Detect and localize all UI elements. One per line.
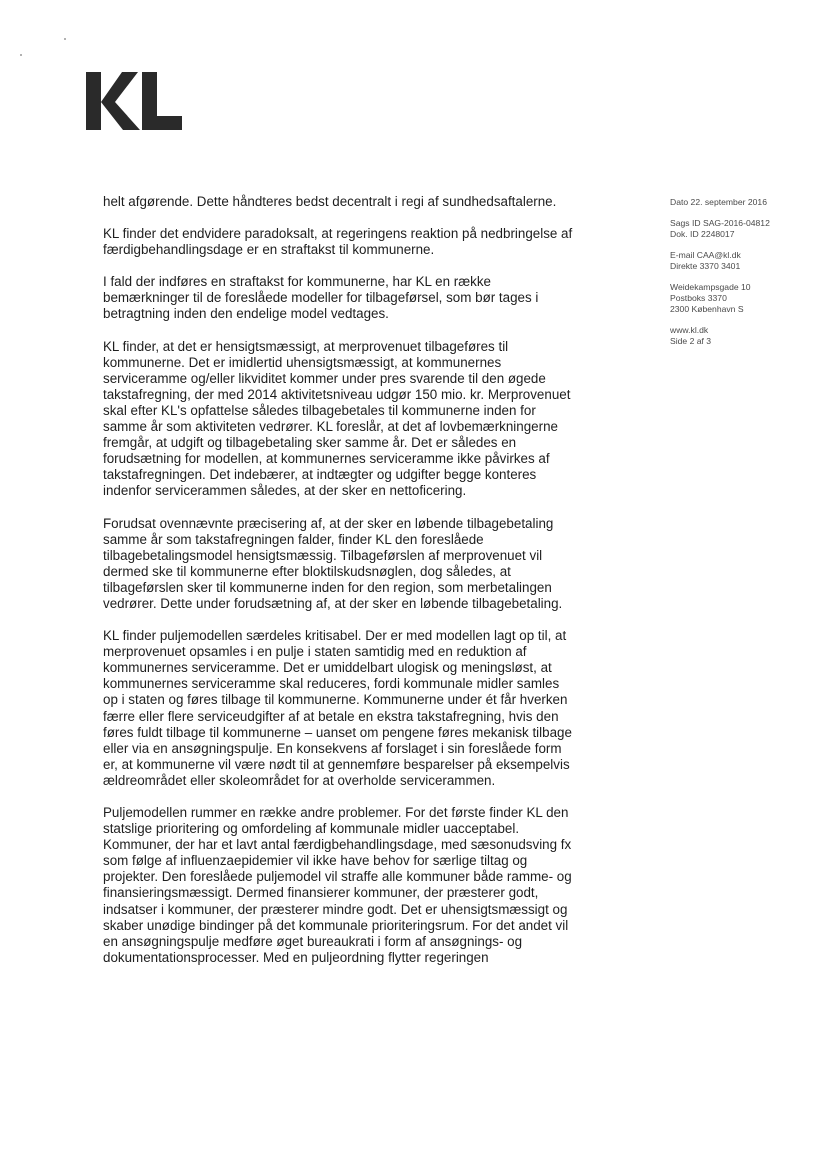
paragraph: Puljemodellen rummer en række andre problemer. For det første finder KL den statslige prioritering og omfordeling af kommunale midler uacceptabel. Kommuner, der har et lavt antal færdigbehandlingsdage, med sæsonudsving fx som følge af influenzaepidemier vil ikke have behov for særlige tiltag og projekter. Den foreslåede puljemodel vil straffe alle kommuner både ramme- og finansieringsmæssigt. Dermed finansierer kommuner, der præsterer godt, indsatser i kommuner, der præsterer mindre godt. Det er uhensigtsmæssigt og skaber unødige bindinger på det kommunale prioriteringsrum. For det andet vil en ansøgningspulje medføre øget bureaukrati i form af ansøgnings- og dokumentationsprocesser. Med en puljeordning flytter regeringen [103, 805, 572, 965]
address-line: 2300 København S [670, 304, 744, 314]
kl-logo [86, 72, 182, 130]
website: www.kl.dk [670, 325, 709, 335]
paragraph: KL finder, at det er hensigtsmæssigt, at merprovenuet tilbageføres til kommunerne. Det er imidlertid uhensigtsmæssigt, at kommunernes serviceramme og/eller likviditet kommer under pres svarende til den øgede takstafregning, der med 2014 aktivitetsniveau udgør 150 mio. kr. Merprovenuet skal efter KL's opfattelse således tilbagebetales til kommunerne inden for samme år som aktiviteten vedrører. KL foreslår, at det af lovbemærkningerne fremgår, at udgift og tilbagebetaling sker samme år. Det er således en forudsætning for modellen, at kommunernes serviceramme ikke påvirkes af takstafregningen. Det indebærer, at indtægter og udgifter begge konteres indenfor servicerammen således, at der sker en nettoficering. [103, 338, 571, 499]
email: E-mail CAA@kl.dk [670, 250, 741, 260]
case-id: Sags ID SAG-2016-04812 [670, 218, 770, 228]
address-line: Postboks 3370 [670, 293, 727, 303]
paragraph: I fald der indføres en straftakst for kommunerne, har KL en række bemærkninger til de foreslåede modeller for tilbageførsel, som bør tages i betragtning inden den endelige model vedtages. [103, 274, 539, 322]
paragraph: helt afgørende. Dette håndteres bedst decentralt i regi af sundhedsaftalerne. [103, 194, 557, 209]
date: Dato 22. september 2016 [670, 197, 767, 207]
letter-sidebar [670, 197, 810, 357]
paragraph: Forudsat ovennævnte præcisering af, at der sker en løbende tilbagebetaling samme år som takstafregningen falder, finder KL den foreslåede tilbagebetalingsmodel hensigtsmæssig. Tilbageførslen af merprovenuet vil dermed ske til kommunerne efter bloktilskudsnøglen, dog således, at tilbageførslen sker til kommunerne inden for den region, som merbetalingen vedrører. Dette under forudsætning af, at der sker en løbende tilbagebetaling. [103, 515, 563, 611]
direct-phone: Direkte 3370 3401 [670, 261, 741, 271]
letter-body [103, 194, 573, 982]
address-line: Weidekampsgade 10 [670, 282, 751, 292]
document-id: Dok. ID 2248017 [670, 229, 735, 239]
page-number: Side 2 af 3 [670, 336, 712, 346]
paragraph: KL finder puljemodellen særdeles kritisabel. Der er med modellen lagt op til, at merprovenuet opsamles i en pulje i staten samtidig med en reduktion af kommunernes serviceramme. Det er umiddelbart ulogisk og meningsløst, at kommunernes serviceramme skal reduceres, fordi kommunale midler samles op i staten og føres tilbage til kommunerne. Kommunerne under ét får hverken færre eller flere serviceudgifter af at betale en ekstra takstafregning, hvis den føres fuldt tilbage til kommunerne – uanset om pengene føres mekanisk tilbage eller via en ansøgningspulje. En konsekvens af forslaget i sin foreslåede form er, at kommunerne vil være nødt til at gennemføre besparelser på eksempelvis ældreområdet eller skoleområdet for at overholde servicerammen. [103, 628, 572, 788]
paragraph: KL finder det endvidere paradoksalt, at regeringens reaktion på nedbringelse af færdigbehandlingsdage er en straftakst til kommunerne. [103, 226, 573, 258]
